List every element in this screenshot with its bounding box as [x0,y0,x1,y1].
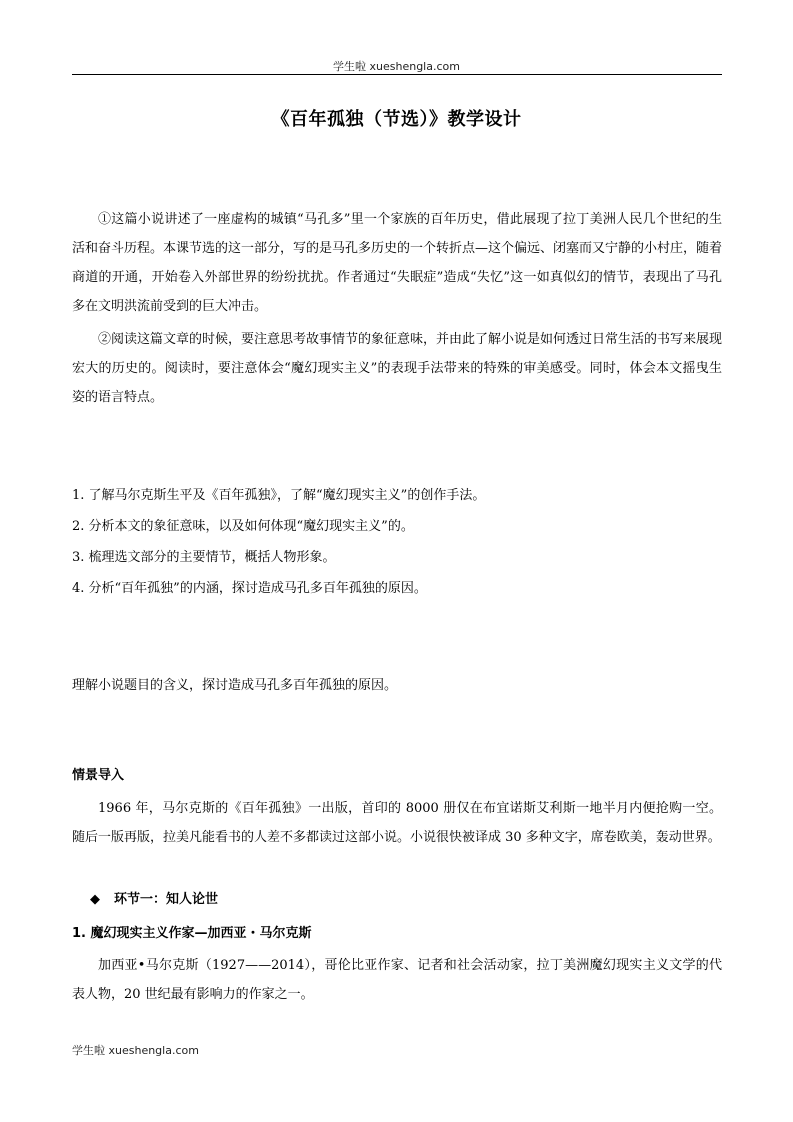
scene-paragraph: 1966 年，马尔克斯的《百年孤独》一出版，首印的 8000 册仅在布宜诺斯艾利斯一地半月内便抢购一空。随后一版再版，拉美凡能看书的人差不多都读过这部小说。小说很快被译成 30 多种文字，席卷欧美，轰动世界。 [72,801,722,845]
document-title: 《百年孤独（节选）》教学设计 [271,109,522,130]
author-paragraph: 加西亚•马尔克斯（1927——2014），哥伦比亚作家、记者和社会活动家，拉丁美洲魔幻现实主义文学的代表人物，20 世纪最有影响力的作家之一。 [72,958,722,1002]
header-site-text: 学生啦 xueshengla.com [333,60,460,73]
author-heading: 1. 魔幻现实主义作家—加西亚・马尔克斯 [72,926,312,941]
section1-heading: 环节一：知人论世 [114,892,219,907]
section1-heading-row [90,890,218,910]
footer-site-text: 学生啦 xueshengla.com [72,1044,199,1057]
scene-heading: 情景导入 [72,768,125,783]
intro-paragraph-2: ②阅读这篇文章的时候，要注意思考故事情节的象征意味，并由此了解小说是如何透过日常生活的书写来展现宏大的历史的。阅读时，要注意体会“魔幻现实主义”的表现手法带来的特殊的审美感受。同时，体会本文摇曳生姿的语言特点。 [72,332,723,405]
key-point-text: 理解小说题目的含义，探讨造成马孔多百年孤独的原因。 [72,678,398,693]
header-divider [72,74,722,75]
intro-paragraph-1: ①这篇小说讲述了一座虚构的城镇“马孔多”里一个家族的百年历史，借此展现了拉丁美洲人民几个世纪的生活和奋斗历程。本课节选的这一部分，写的是马孔多历史的一个转折点—这个偏远、闭塞而又宁静的小村庄，随着商道的开通，开始卷入外部世界的纷纷扰扰。作者通过“失眠症”造成“失忆”这一如真似幻的情节，表现出了马孔多在文明洪流前受到的巨大冲击。 [72,212,723,314]
diamond-bullet-icon: ◆ [90,892,100,907]
objective-item: 2. 分析本文的象征意味，以及如何体现“魔幻现实主义”的。 [72,519,414,534]
objective-item: 1. 了解马尔克斯生平及《百年孤独》，了解“魔幻现实主义”的创作手法。 [72,488,486,503]
objective-item: 3. 梳理选文部分的主要情节，概括人物形象。 [72,550,336,565]
objective-item: 4. 分析“百年孤独”的内涵，探讨造成马孔多百年孤独的原因。 [72,581,427,596]
